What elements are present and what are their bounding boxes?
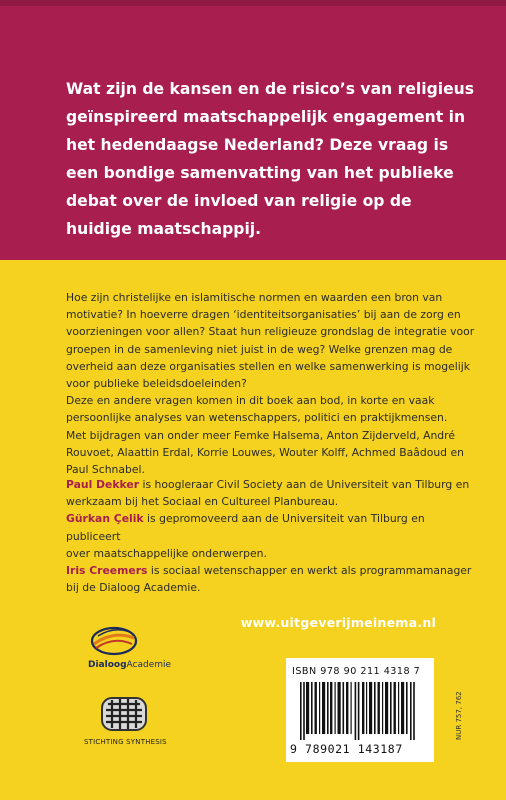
top-band bbox=[0, 0, 506, 260]
publisher-website: www.uitgeverijmeinema.nl bbox=[240, 615, 436, 630]
dialoog-logo-text bbox=[88, 660, 171, 670]
dialoog-swirl-icon bbox=[88, 624, 140, 658]
author-description: is sociaal wetenschapper en werkt als programmamanager bij de Dialoog Academie. bbox=[66, 564, 472, 595]
barcode-panel bbox=[286, 658, 434, 762]
isbn-label: ISBN 978 90 211 4318 7 bbox=[292, 666, 421, 677]
author-name: Iris Creemers bbox=[66, 564, 148, 578]
author-description: is gepromoveerd aan de Universiteit van Tilburg en publiceert over maatschappelijke onderwerpen. bbox=[66, 512, 425, 560]
author-bios bbox=[66, 476, 476, 596]
author-bio bbox=[66, 562, 476, 596]
synthesis-logo bbox=[84, 692, 184, 752]
blurb-text: Wat zijn de kansen en de risico’s van religieus geïnspireerd maatschappelijk engagement in het hedendaagse Nederland? Deze vraag is een bondige samenvatting van het publieke debat over de invloed van religie op de huidige maatschappij. bbox=[66, 80, 475, 238]
barcode-bars bbox=[296, 682, 424, 740]
author-bio bbox=[66, 510, 476, 562]
description-paragraph-2: Deze en andere vragen komen in dit boek aan bod, in korte en vaak persoonlijke analyses van wetenschappers, politici en praktijkmensen. bbox=[66, 394, 448, 425]
top-edge-strip bbox=[0, 0, 506, 6]
dialoog-academie-logo bbox=[88, 624, 172, 680]
description-text bbox=[66, 289, 476, 478]
dialoog-logo-text-regular: Academie bbox=[126, 660, 172, 670]
author-name: Paul Dekker bbox=[66, 478, 140, 491]
author-bio bbox=[66, 476, 476, 510]
description-paragraph-1: Hoe zijn christelijke en islamitische normen en waarden een bron van motivatie? In hoeverre dragen ‘identiteitsorganisaties’ bij aan de zorg en voorzieningen voor allen? Staat hun religieuze grondslag de integratie voor groepen in de samenleving niet juist in de weg? Welke grenzen mag de overheid aan deze organisaties stellen en welke samenwerking is mogelijk voor publieke beleidsdoeleinden? bbox=[66, 291, 475, 391]
dialoog-logo-text-bold: Dialoog bbox=[88, 660, 127, 670]
nur-code: NUR 757, 762 bbox=[455, 691, 463, 740]
synthesis-logo-text: STICHTING SYNTHESIS bbox=[84, 738, 167, 746]
synthesis-cube-icon bbox=[94, 692, 154, 736]
description-paragraph-3: Met bijdragen van onder meer Femke Halsema, Anton Zijderveld, André Rouvoet, Alaattin Erdal, Korrie Louwes, Wouter Kolff, Achmed Baâdoud en Paul Schnabel. bbox=[66, 428, 464, 477]
author-description: is hoogleraar Civil Society aan de Universiteit van Tilburg en werkzaam bij het Sociaal en Cultureel Planbureau. bbox=[66, 478, 470, 509]
isbn-digits: 9 789021 143187 bbox=[290, 742, 403, 756]
author-name: Gürkan Çelik bbox=[66, 512, 144, 526]
